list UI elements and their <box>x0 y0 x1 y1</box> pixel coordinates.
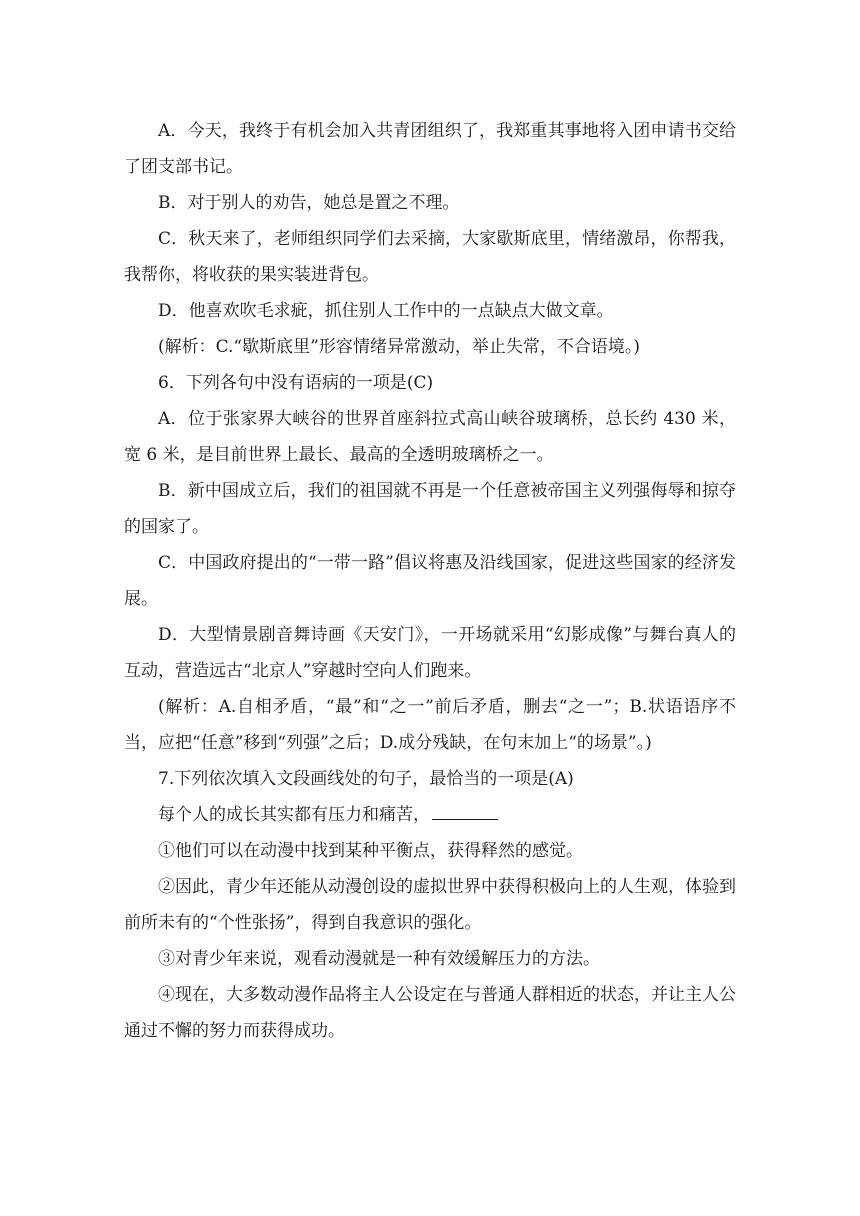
q5-option-b: B．对于别人的劝告，她总是置之不理。 <box>158 193 460 213</box>
q7-sentence-1: ①他们可以在动漫中找到某种平衡点，获得释然的感觉。 <box>158 841 583 861</box>
q7-sentence-2: ②因此，青少年还能从动漫创设的虚拟世界中获得积极向上的人生观，体验到前所未有的“个性张扬”，得到自我意识的强化。 <box>124 877 736 933</box>
q7-sentence-3: ③对青少年来说，观看动漫就是一种有效缓解压力的方法。 <box>158 949 600 969</box>
q7-stem: 7.下列依次填入文段画线处的句子，最恰当的一项是(A) <box>158 769 574 789</box>
q7-sentence-4: ④现在，大多数动漫作品将主人公设定在与普通人群相近的状态，并让主人公通过不懈的努力而获得成功。 <box>124 985 736 1041</box>
q5-option-a: A．今天，我终于有机会加入共青团组织了，我郑重其事地将入团申请书交给了团支部书记。 <box>124 121 736 177</box>
q5-option-d: D．他喜欢吹毛求疵，抓住别人工作中的一点缺点大做文章。 <box>158 301 614 321</box>
q6-option-a: A．位于张家界大峡谷的世界首座斜拉式高山峡谷玻璃桥，总长约 430 米，宽 6 米，是目前世界上最长、最高的全透明玻璃桥之一。 <box>124 409 736 465</box>
fill-in-blank-line <box>432 801 498 820</box>
q6-stem: 6．下列各句中没有语病的一项是(C) <box>158 373 434 393</box>
document-body <box>124 113 736 1049</box>
q6-option-c: C．中国政府提出的“一带一路”倡议将惠及沿线国家，促进这些国家的经济发展。 <box>124 553 736 609</box>
q6-option-d: D．大型情景剧音舞诗画《天安门》，一开场就采用“幻影成像”与舞台真人的互动，营造远古“北京人”穿越时空向人们跑来。 <box>124 625 736 681</box>
q6-option-b: B．新中国成立后，我们的祖国就不再是一个任意被帝国主义列强侮辱和掠夺的国家了。 <box>124 481 736 537</box>
q7-passage <box>124 797 736 833</box>
q5-option-c: C．秋天来了，老师组织同学们去采摘，大家歇斯底里，情绪激昂，你帮我，我帮你，将收获的果实装进背包。 <box>124 229 736 285</box>
q6-explanation: (解析：A.自相矛盾，“最”和“之一”前后矛盾，删去“之一”；B.状语语序不当，应把“任意”移到“列强”之后；D.成分残缺，在句末加上“的场景”。) <box>124 697 736 753</box>
q5-explanation: (解析：C.“歇斯底里”形容情绪异常激动，举止失常，不合语境。) <box>158 337 640 357</box>
q7-passage-text: 每个人的成长其实都有压力和痛苦， <box>158 805 430 825</box>
